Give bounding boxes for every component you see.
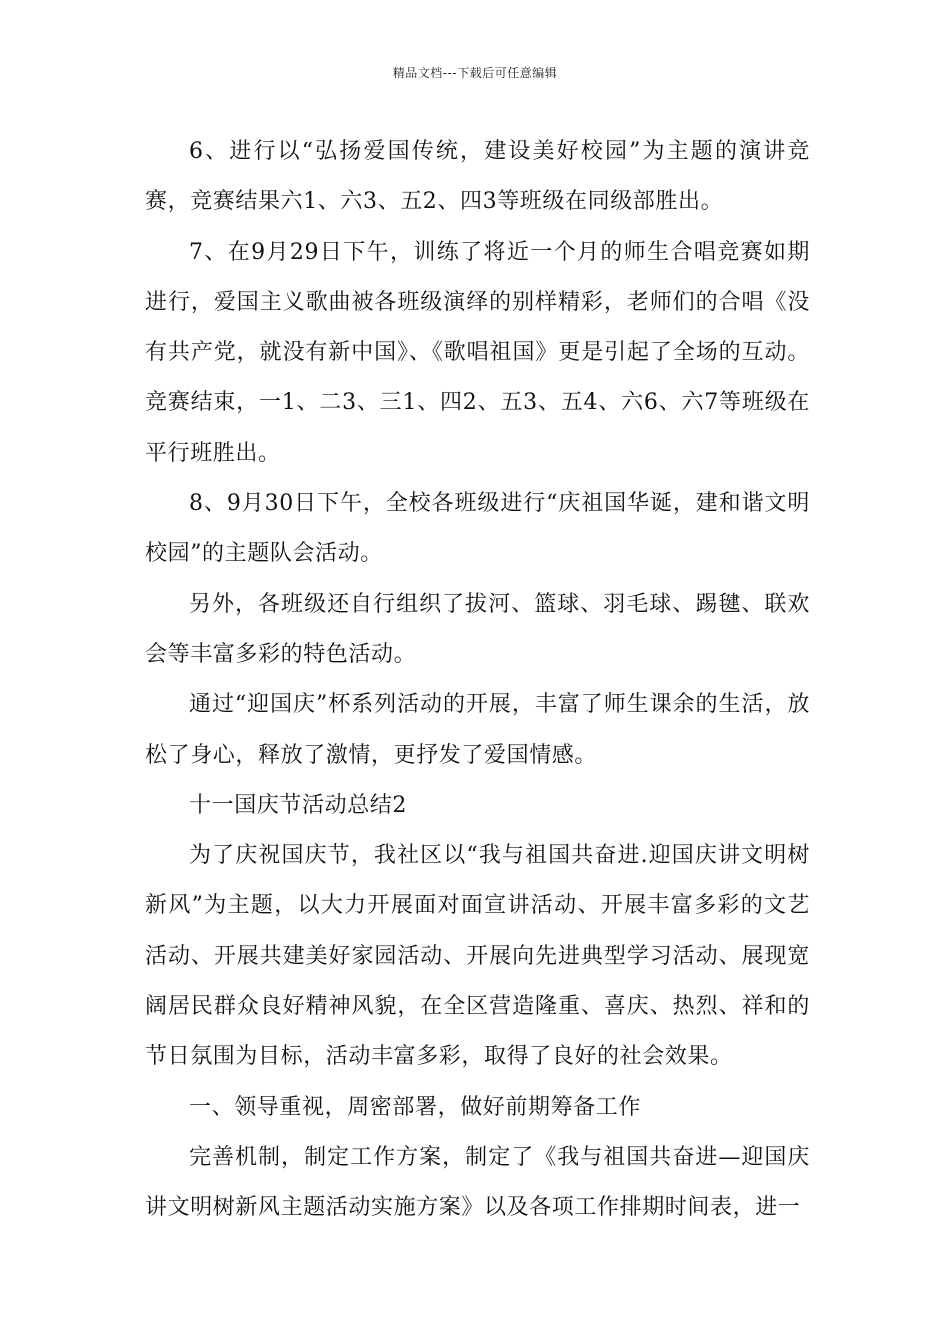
section-title: 十一国庆节活动总结2 xyxy=(189,792,407,818)
paragraph-mechanism: 完善机制，制定工作方案，制定了《我与祖国共奋进—迎国庆讲文明树新风主题活动实施方案》以及各项工作排期时间表，进一 xyxy=(145,1144,810,1221)
document-body xyxy=(145,127,810,1234)
paragraph-item-8: 8、9月30日下午，全校各班级进行“庆祖国华诞，建和谐文明校园”的主题队会活动。 xyxy=(145,491,810,567)
page-header: 精品文档---下载后可任意编辑 xyxy=(392,66,558,80)
subsection-heading: 一、领导重视，周密部署，做好前期筹备工作 xyxy=(189,1094,642,1120)
paragraph-other-activities: 另外，各班级还自行组织了拔河、篮球、羽毛球、踢毽、联欢会等丰富多彩的特色活动。 xyxy=(145,591,810,667)
paragraph-conclusion: 通过“迎国庆”杯系列活动的开展，丰富了师生课余的生活，放松了身心，释放了激情，更抒发了爱国情感。 xyxy=(145,692,810,768)
paragraph-item-7: 7、在9月29日下午，训练了将近一个月的师生合唱竞赛如期进行，爱国主义歌曲被各班级演绎的别样精彩，老师们的合唱《没有共产党，就没有新中国》、《歌唱祖国》更是引起了全场的互动。竞赛结束，一1、二3、三1、四2、五3、五4、六6、六7等班级在平行班胜出。 xyxy=(145,239,810,466)
paragraph-item-6: 6、进行以“弘扬爱国传统，建设美好校园”为主题的演讲竞赛，竞赛结果六1、六3、五2、四3等班级在同级部胜出。 xyxy=(145,139,810,215)
paragraph-intro: 为了庆祝国庆节，我社区以“我与祖国共奋进.迎国庆讲文明树新风”为主题，以大力开展面对面宣讲活动、开展丰富多彩的文艺活动、开展共建美好家园活动、开展向先进典型学习活动、展现宽阔居民群众良好精神风貌，在全区营造隆重、喜庆、热烈、祥和的节日氛围为目标，活动丰富多彩，取得了良好的社会效果。 xyxy=(145,843,810,1070)
